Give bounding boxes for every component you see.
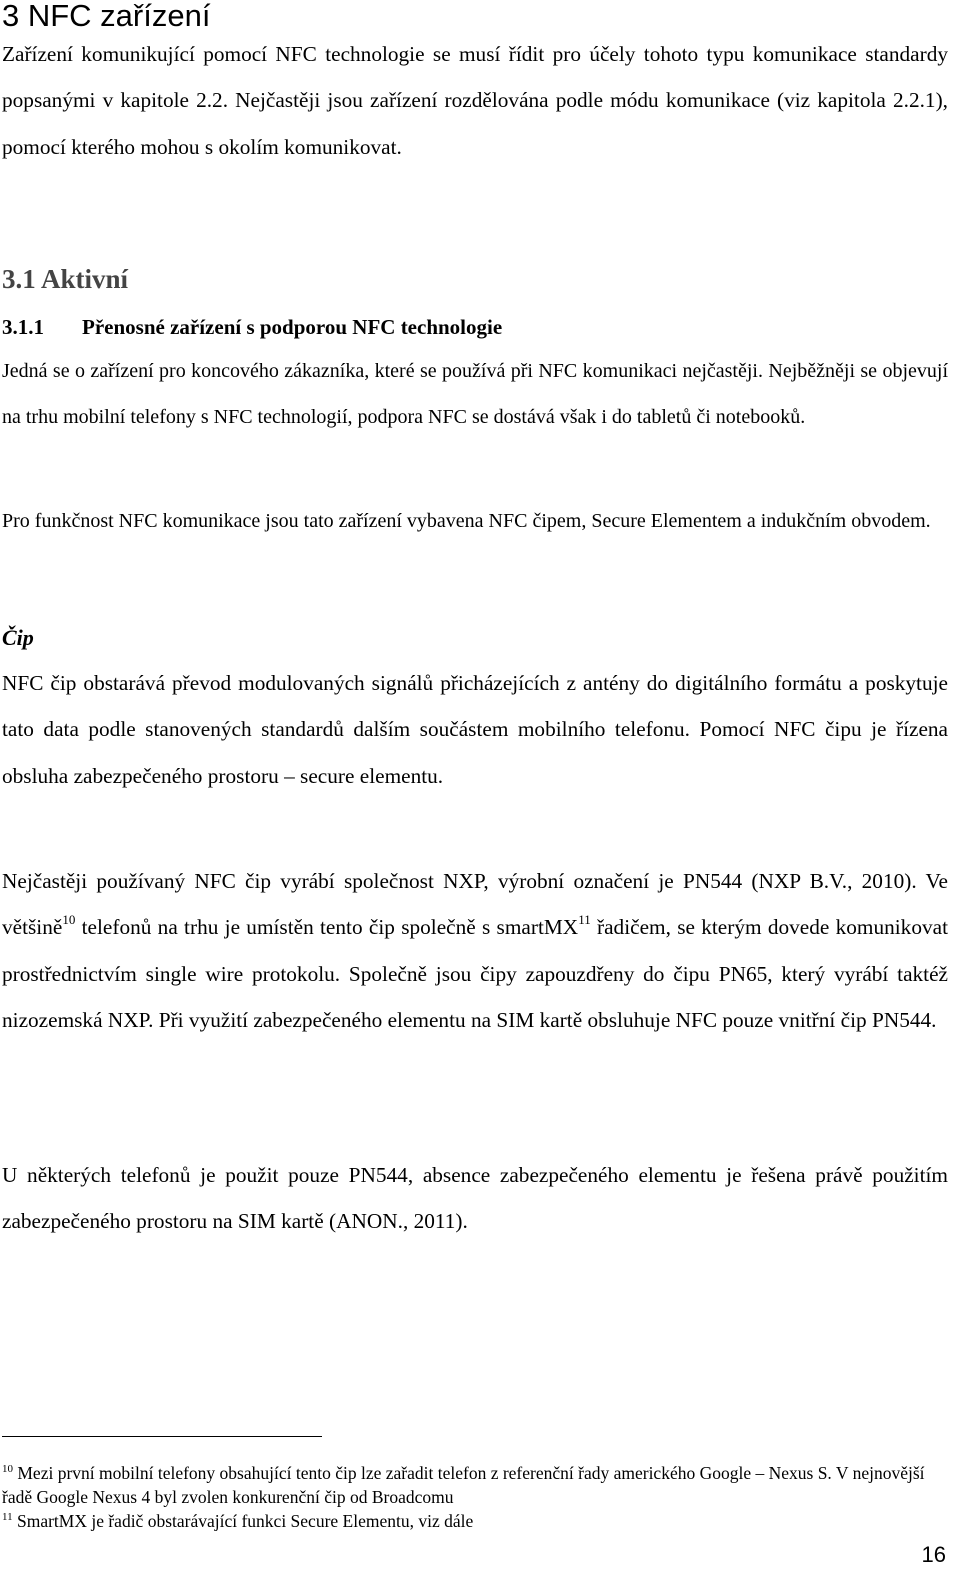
chip-paragraph-2-part-c: řadičem, se kterým dovede komunikovat prostřednictvím single wire protokolu. Společně jsou čipy zapouzdřeny do čipu PN65, který vyrábí taktéž nizozemská NXP. Při využití zabezpečeného elementu na SIM kartě obsluhuje NFC pouze vnitřní čip PN544. xyxy=(2,915,948,1033)
footnote-11 xyxy=(2,1509,942,1533)
chapter-intro-paragraph: Zařízení komunikující pomocí NFC technologie se musí řídit pro účely tohoto typu komunikace standardy popsanými v kapitole 2.2. Nejčastěji jsou zařízení rozdělována podle módu komunikace (viz kapitola 2.2.1), pomocí kterého mohou s okolím komunikovat. xyxy=(2,42,948,159)
footnote-ref-11: 11 xyxy=(578,912,591,928)
chip-paragraph-2 xyxy=(2,858,948,1044)
footnote-mark: 11 xyxy=(2,1511,13,1523)
footnote-ref-10: 10 xyxy=(62,912,76,928)
footnote-mark: 10 xyxy=(2,1463,13,1475)
subsection-number: 3.1.1 xyxy=(2,315,44,339)
chip-paragraph-2-part-b: telefonů na trhu je umístěn tento čip společně s smartMX xyxy=(75,915,579,940)
chip-paragraph-3: U některých telefonů je použit pouze PN544, absence zabezpečeného elementu je řešena právě použitím zabezpečeného prostoru na SIM kartě (ANON., 2011). xyxy=(2,1163,948,1234)
subsection-heading xyxy=(2,312,502,342)
footnote-text: Mezi první mobilní telefony obsahující tento čip lze zařadit telefon z referenční řady amerického Google – Nexus S. V nejnovější řadě Google Nexus 4 byl zvolen konkurenční čip od Broadcomu xyxy=(2,1463,925,1507)
footnote-separator xyxy=(2,1436,322,1437)
chip-heading: Čip xyxy=(2,625,34,650)
chip-paragraph-1: NFC čip obstarává převod modulovaných signálů přicházejících z antény do digitálního formátu a poskytuje tato data podle stanovených standardů dalším součástem mobilního telefonu. Pomocí NFC čipu je řízena obsluha zabezpečeného prostoru – secure elementu. xyxy=(2,671,948,788)
chip-paragraph-2-part-a: Nejčastěji používaný NFC čip vyrábí společnost NXP, výrobní označení je PN544 (NXP B.V., 2010). Ve většině xyxy=(2,869,948,940)
footnote-10 xyxy=(2,1461,942,1509)
section-title: 3.1 Aktivní xyxy=(2,264,129,294)
chapter-title: 3 NFC zařízení xyxy=(2,0,211,33)
subsection-title: Přenosné zařízení s podporou NFC technologie xyxy=(82,315,503,339)
subsection-paragraph-1: Jedná se o zařízení pro koncového zákazníka, které se používá při NFC komunikaci nejčastěji. Nejběžněji se objevují na trhu mobilní telefony s NFC technologií, podpora NFC se dostává však i do tabletů či notebooků. xyxy=(2,360,948,429)
subsection-paragraph-2: Pro funkčnost NFC komunikace jsou tato zařízení vybavena NFC čipem, Secure Elementem a indukčním obvodem. xyxy=(2,510,931,532)
footnote-text: SmartMX je řadič obstarávající funkci Secure Elementu, viz dále xyxy=(12,1511,474,1531)
page-number: 16 xyxy=(921,1542,946,1567)
